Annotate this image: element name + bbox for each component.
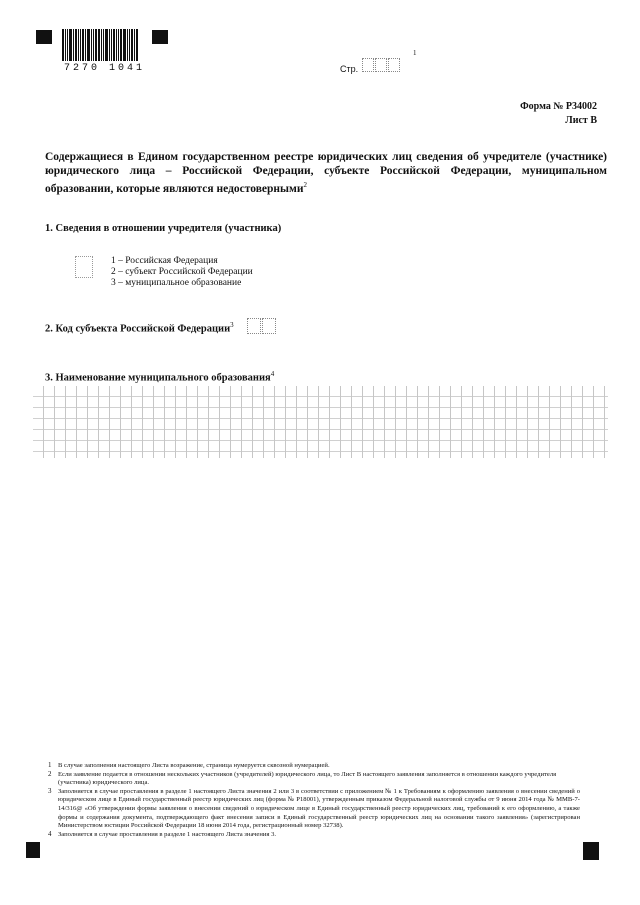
founder-type-cell[interactable]	[75, 256, 93, 278]
barcode-bar	[109, 29, 110, 61]
footnote: 4 Заполняется в случае проставления в разделе 1 настоящего Листа значения 3.	[48, 829, 277, 838]
barcode-bar	[62, 29, 64, 61]
municipality-name-grid[interactable]	[33, 386, 608, 458]
form-identifier	[520, 100, 597, 128]
footnote: 3 Заполняется в случае проставления в разделе 1 настоящего Листа значения 2 или 3 в соответствии с приложением № 1 к Требованиям к оформлению заявления о внесении сведений о юридическом лице в Единый государственный реестр юридических лиц (форма № Р18001), утвержденным приказом Федеральной налоговой службы от 9 июня 2014 года № ММВ-7-14/316@ «Об утверждении формы заявления о внесении сведений о юридическом лице в Единый государственный реестр юридических лиц, требований к его оформлению, а также формы и содержания документа, подтверждающего факт внесения записи в Единый государственный реестр юридических лиц на основании такого заявления» (зарегистрирован Министерством юстиции Российской Федерации 18 июня 2014 года, регистрационный номер 32738).	[48, 786, 580, 830]
barcode-bar	[73, 29, 74, 61]
region-code-cell[interactable]	[247, 318, 261, 334]
sheet-title-text: Содержащиеся в Едином государственном реестре юридических лиц сведения об учредителе (участнике) юридического лица – Российской Федерации, субъекте Российской Федерации, муниципальном образовании, которые являются недостоверными	[45, 151, 607, 195]
section-1-heading: 1. Сведения в отношении учредителя (участника)	[45, 223, 282, 234]
section-2-heading	[45, 321, 234, 335]
barcode-bar	[82, 29, 84, 61]
barcode-bar	[69, 29, 72, 61]
founder-type-options	[111, 256, 253, 289]
barcode-bar	[113, 29, 115, 61]
region-code-cells[interactable]	[247, 318, 277, 334]
registration-marker-top-left	[36, 30, 52, 44]
footnote-ref: 4	[270, 370, 275, 378]
footnote-ref: 3	[230, 321, 234, 329]
barcode-bar	[123, 29, 126, 61]
footnote-ref: 2	[303, 181, 307, 189]
barcode	[62, 29, 148, 61]
barcode-bar	[105, 29, 108, 61]
barcode-bar	[127, 29, 128, 61]
footnote: 1 В случае заполнения настоящего Листа возражение, страница нумеруется сквозной нумерацией.	[48, 761, 330, 769]
registration-marker-top-right	[152, 30, 168, 44]
barcode-bar	[118, 29, 119, 61]
barcode-bar	[131, 29, 133, 61]
barcode-bar	[101, 29, 102, 61]
barcode-bar	[116, 29, 117, 61]
section-3-label: 3. Наименование муниципального образования	[45, 372, 271, 384]
barcode-bar	[120, 29, 122, 61]
page-number-cell[interactable]	[362, 58, 374, 72]
barcode-bar	[75, 29, 77, 61]
page-label: Стр.	[340, 64, 359, 74]
barcode-bar	[65, 29, 66, 61]
footnote: 2 Если заявление подается в отношении нескольких участников (учредителей) юридического лица, то Лист В настоящего заявления заполняется в отношении каждого учредителя (участника) юридического лица.	[48, 769, 557, 787]
barcode-bar	[103, 29, 104, 61]
page-number-cells[interactable]	[362, 58, 401, 72]
option-item: 2 – субъект Российской Федерации	[111, 267, 253, 277]
barcode-bar	[95, 29, 97, 61]
registration-marker-bottom-left	[26, 842, 40, 858]
barcode-bar	[93, 29, 94, 61]
barcode-bar	[87, 29, 90, 61]
sheet-title	[45, 150, 607, 196]
form-number: Форма № Р34002	[520, 101, 597, 112]
barcode-bar	[98, 29, 100, 61]
sheet-label: Лист В	[565, 115, 597, 126]
barcode-bar	[129, 29, 130, 61]
page-number-cell[interactable]	[388, 58, 400, 72]
barcode-number: 7270 1041	[64, 63, 146, 74]
barcode-bar	[67, 29, 68, 61]
barcode-bar	[136, 29, 138, 61]
page-number-cell[interactable]	[375, 58, 387, 72]
section-3-heading	[45, 370, 274, 384]
section-2-label: 2. Код субъекта Российской Федерации	[45, 323, 231, 335]
barcode-bar	[78, 29, 79, 61]
barcode-bar	[85, 29, 86, 61]
barcode-bar	[91, 29, 92, 61]
barcode-bar	[80, 29, 81, 61]
region-code-cell[interactable]	[262, 318, 276, 334]
barcode-bar	[134, 29, 135, 61]
page-superscript: 1	[413, 49, 417, 57]
option-item: 1 – Российская Федерация	[111, 256, 218, 266]
footnotes	[50, 762, 580, 839]
option-item: 3 – муниципальное образование	[111, 278, 242, 288]
registration-marker-bottom-right	[583, 842, 599, 860]
barcode-bar	[111, 29, 112, 61]
